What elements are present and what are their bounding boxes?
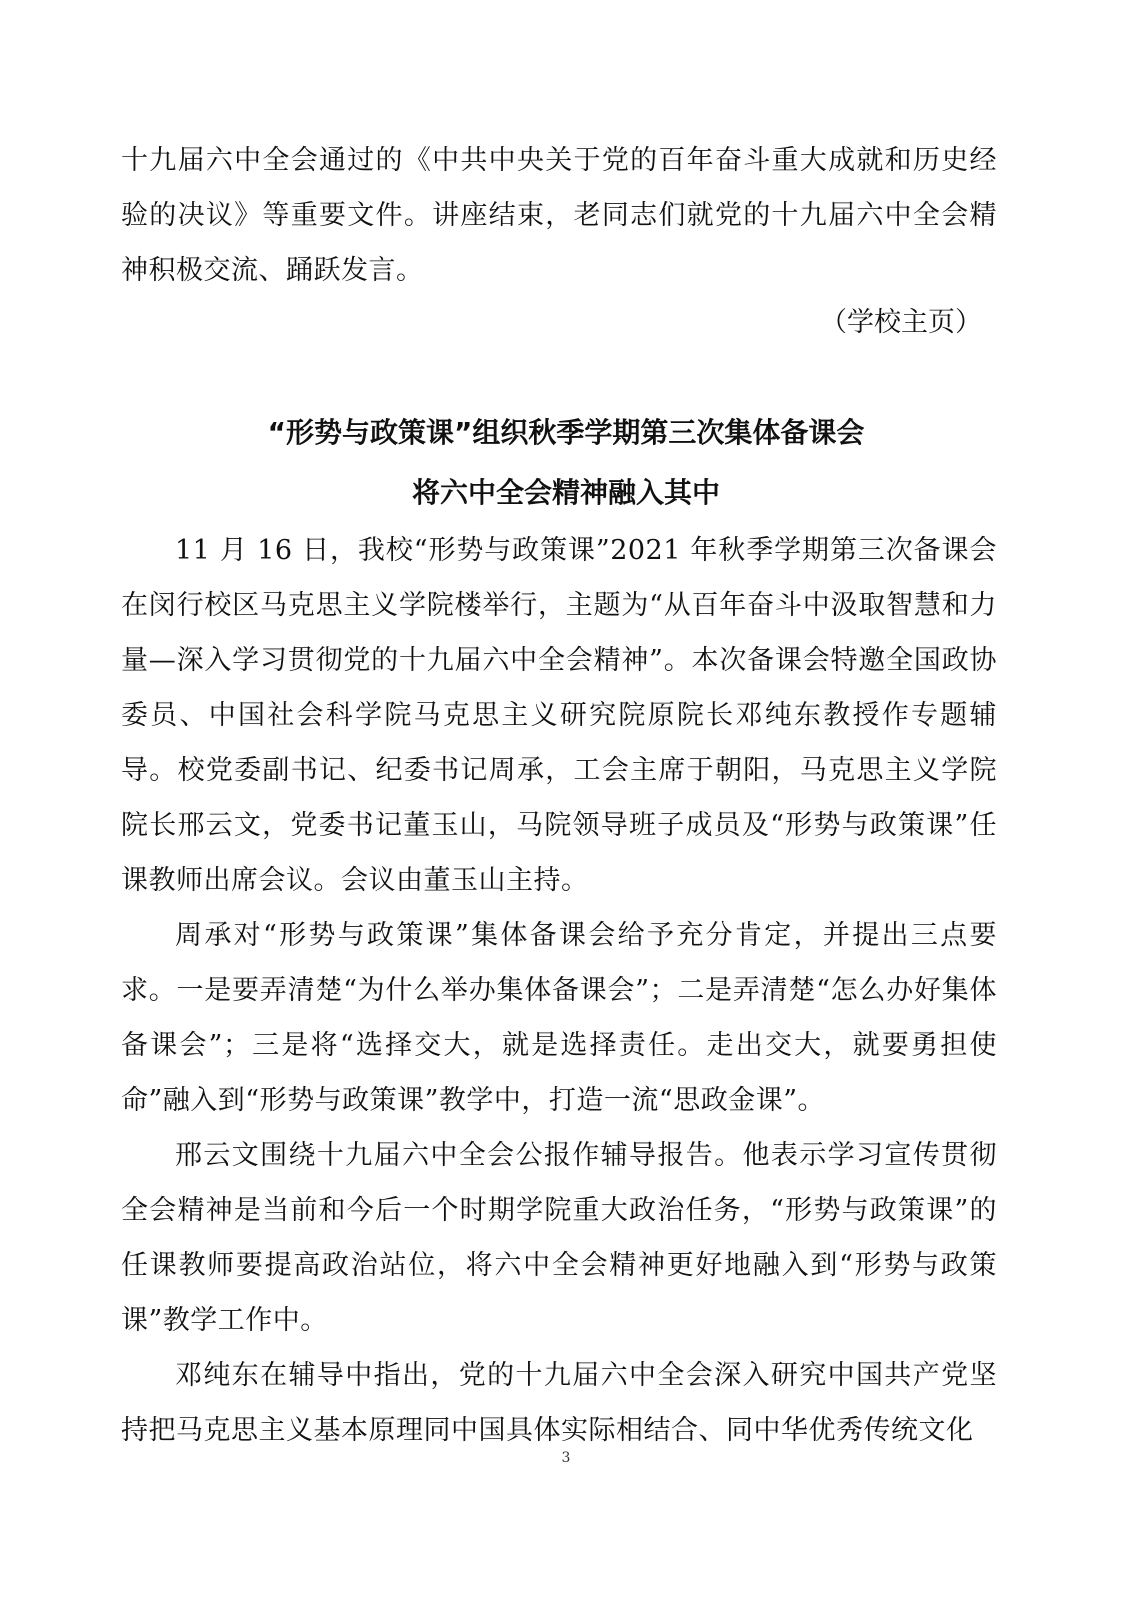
article-title-line-1: “形势与政策课”组织秋季学期第三次集体备课会 — [267, 416, 865, 449]
article-paragraph: 11 月 16 日，我校“形势与政策课”2021 年秋季学期第三次备课会在闵行校区马克思主义学院楼举行，主题为“从百年奋斗中汲取智慧和力量—深入学习贯彻党的十九届六中全会精神”。本次备课会特邀全国政协委员、中国社会科学院马克思主义研究院原院长邓纯东教授作专题辅导。校党委副书记、纪委书记周承，工会主席于朝阳，马克思主义学院院长邢云文，党委书记董玉山，马院领导班子成员及“形势与政策课”任课教师出席会议。会议由董玉山主持。 — [121, 535, 997, 896]
article-paragraph: 邓纯东在辅导中指出，党的十九届六中全会深入研究中国共产党坚持把马克思主义基本原理同中国具体实际相结合、同中华优秀传统文化 — [121, 1360, 997, 1446]
previous-article-tail — [121, 133, 997, 298]
page-number: 3 — [561, 1450, 571, 1466]
article-body — [121, 523, 997, 1458]
article-title-line-2: 将六中全会精神融入其中 — [411, 476, 720, 509]
previous-article-paragraph: 十九届六中全会通过的《中共中央关于党的百年奋斗重大成就和历史经验的决议》等重要文件。讲座结束，老同志们就党的十九届六中全会精神积极交流、踊跃发言。 — [121, 145, 997, 286]
article-paragraph: 邢云文围绕十九届六中全会公报作辅导报告。他表示学习宣传贯彻全会精神是当前和今后一个时期学院重大政治任务，“形势与政策课”的任课教师要提高政治站位，将六中全会精神更好地融入到“形势与政策课”教学工作中。 — [121, 1140, 997, 1336]
source-attribution: （学校主页） — [820, 307, 982, 338]
article-paragraph: 周承对“形势与政策课”集体备课会给予充分肯定，并提出三点要求。一是要弄清楚“为什么举办集体备课会”；二是弄清楚“怎么办好集体备课会”；三是将“选择交大，就是选择责任。走出交大，就要勇担使命”融入到“形势与政策课”教学中，打造一流“思政金课”。 — [121, 920, 997, 1116]
